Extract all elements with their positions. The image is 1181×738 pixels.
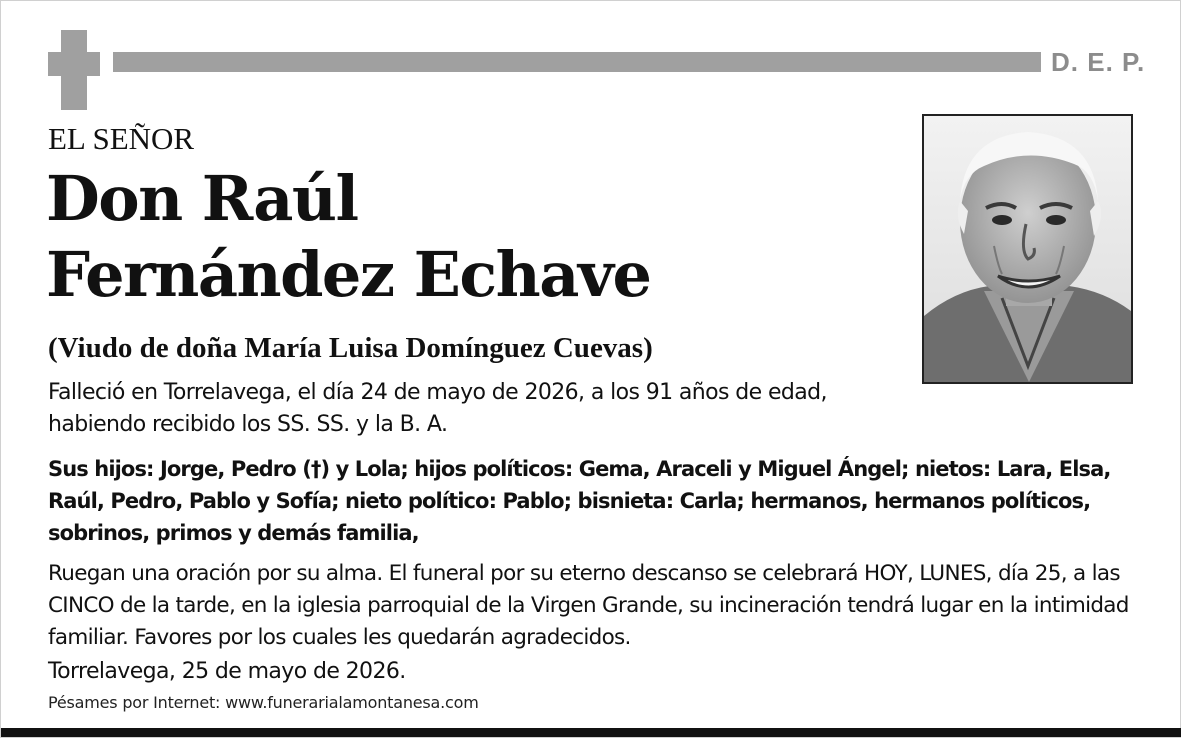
place-date: Torrelavega, 25 de mayo de 2026.: [48, 659, 406, 684]
widow-of-line: (Viudo de doña María Luisa Domínguez Cuevas): [48, 332, 653, 364]
header-rule: [113, 52, 1041, 72]
deceased-name: [46, 161, 650, 313]
name-line-1: Don Raúl: [46, 162, 358, 235]
bottom-rule: [1, 728, 1181, 737]
funeral-paragraph: Ruegan una oración por su alma. El funeral por su eterno descanso se celebrará HOY, LUNES, día 25, a las CINCO de la tarde, en la iglesia parroquial de la Virgen Grande, su incineración tendrá lugar en la intimidad familiar. Favores por los cuales les quedarán agradecidos.: [48, 561, 1129, 650]
name-line-2: Fernández Echave: [46, 238, 651, 311]
honorific-prefix: EL SEÑOR: [48, 121, 195, 156]
latin-cross-icon: [48, 30, 100, 110]
death-paragraph: Falleció en Torrelavega, el día 24 de mayo de 2026, a los 91 años de edad, habiendo recibido los SS. SS. y la B. A.: [48, 380, 827, 437]
portrait-photo: [922, 114, 1133, 384]
family-paragraph: Sus hijos: Jorge, Pedro (†) y Lola; hijos políticos: Gema, Araceli y Miguel Ángel; nietos: Lara, Elsa, Raúl, Pedro, Pablo y Sofía; nieto político: Pablo; bisnieta: Carla; hermanos, hermanos políticos, sobrinos, primos y demás familia,: [48, 457, 1111, 545]
dep-label: D. E. P.: [1051, 47, 1146, 77]
condolences-web: Pésames por Internet: www.funerarialamontanesa.com: [48, 693, 479, 712]
